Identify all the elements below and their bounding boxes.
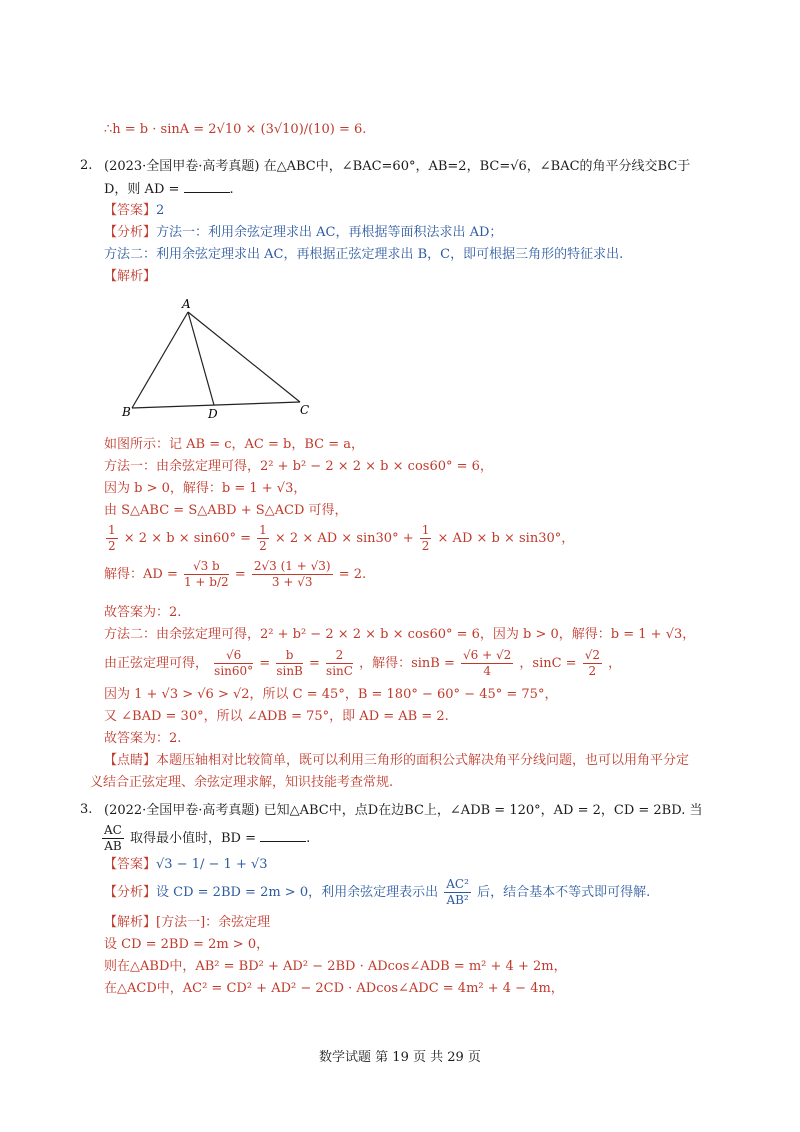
triangle-figure	[118, 294, 318, 422]
solution-line: 因为 b > 0，解得：b = 1 + √3，	[104, 481, 307, 496]
label-d: D	[208, 407, 218, 421]
answer-statement: 故答案为：2.	[104, 731, 182, 746]
method2-line: 方法二：由余弦定理可得，2² + b² − 2 × 2 × b × cos60° = 6，因为 b > 0，解得：b = 1 + √3，	[104, 627, 696, 642]
page-footer: 数学试题 第 19 页 共 29 页	[319, 1050, 481, 1065]
solution-line: 设 CD = 2BD = 2m > 0，	[104, 937, 270, 952]
answer-line: 【答案】√3 − 1/ − 1 + √3	[104, 857, 268, 872]
analysis-line: 【分析】方法一：利用余弦定理求出 AC，再根据等面积法求出 AD；	[104, 225, 503, 240]
question-stem: (2022·全国甲卷·高考真题) 已知△ABC中，点D在边BC上，∠ADB = 120°，AD = 2，CD = 2BD. 当	[104, 803, 703, 818]
bisector-ad	[188, 312, 214, 405]
solution-head: 【解析】[方法一]：余弦定理	[104, 915, 271, 930]
sine-law-line: 由正弦定理可得， $\frac{√6}{\sin 60^\circ}$ = $\frac{b}{\sin B}$ = $\frac{2}{\sin C}$ ，解得：sinB = $\frac{√6 + √2}{4}$ ，sinC = $\frac{√2}{2}$ ，	[104, 648, 622, 678]
answer-blank	[260, 829, 306, 842]
comment-line-2: 义结合正弦定理、余弦定理求解，知识技能考查常规.	[90, 775, 394, 790]
analysis-line: 【分析】设 CD = 2BD = 2m > 0，利用余弦定理表示出 $\frac{\text{AC²}}{\text{AB²}}$ 后，结合基本不等式即可得解.	[104, 877, 651, 907]
answer-blank	[184, 180, 230, 193]
question-stem-cont: D，则 AD = .	[104, 182, 234, 197]
answer-line: 【答案】2	[104, 203, 165, 218]
side-ab	[132, 312, 188, 408]
method2-line: 因为 1 + √3 > √6 > √2，所以 C = 45°，B = 180° − 60° − 45° = 75°，	[104, 687, 558, 702]
side-ac	[188, 312, 300, 402]
method2-line: 又 ∠BAD = 30°，所以 ∠ADB = 75°，即 AD = AB = 2.	[104, 709, 449, 724]
solution-line: 在△ACD中，AC² = CD² + AD² − 2CD · ADcos∠ADC = 4m² + 4 − 4m，	[104, 981, 564, 996]
label-b: B	[122, 405, 131, 419]
question-stem: (2023·全国甲卷·高考真题) 在△ABC中，∠BAC=60°，AB=2，BC=√6，∠BAC的角平分线交BC于	[104, 159, 691, 174]
solve-equation: 解得：AD = $\frac{√3 b}{1 + b/2}$ = $\frac{2√3 (1 + √3)}{3 + √3}$ = 2.	[104, 559, 367, 589]
solution-tag: 【解析】	[104, 269, 157, 284]
solution-line: 则在△ABD中，AB² = BD² + AD² − 2BD · ADcos∠ADB = m² + 4 + 2m，	[104, 959, 567, 974]
label-c: C	[300, 403, 310, 417]
analysis-line-2: 方法二：利用余弦定理求出 AC，再根据正弦定理求出 B，C，即可根据三角形的特征求出.	[104, 247, 624, 262]
answer-statement: 故答案为：2.	[104, 605, 182, 620]
solution-line: 方法一：由余弦定理可得，2² + b² − 2 × 2 × b × cos60° = 6，	[104, 459, 493, 474]
solution-line: 如图所示：记 AB = c，AC = b，BC = a，	[104, 437, 364, 452]
comment-line: 【点睛】本题压轴相对比较简单，既可以利用三角形的面积公式解决角平分线问题，也可以用角平分定	[104, 753, 690, 768]
top-formula: ∴h = b · sinA = 2√10 × (3√10)/(10) = 6.	[104, 122, 367, 137]
question-number: 2.	[80, 158, 93, 173]
area-equation: $\frac{1}{2}$ × 2 × b × sin60° = $\frac{1}{2}$ × 2 × AD × sin30° + $\frac{1}{2}$ × AD × b × sin30°，	[108, 523, 575, 553]
question-number: 3.	[80, 802, 93, 817]
label-a: A	[182, 297, 191, 311]
question-stem-cont: $\frac{AC}{AB}$ 取得最小值时，BD = .	[104, 823, 311, 853]
solution-line: 由 S△ABC = S△ABD + S△ACD 可得，	[104, 503, 348, 518]
